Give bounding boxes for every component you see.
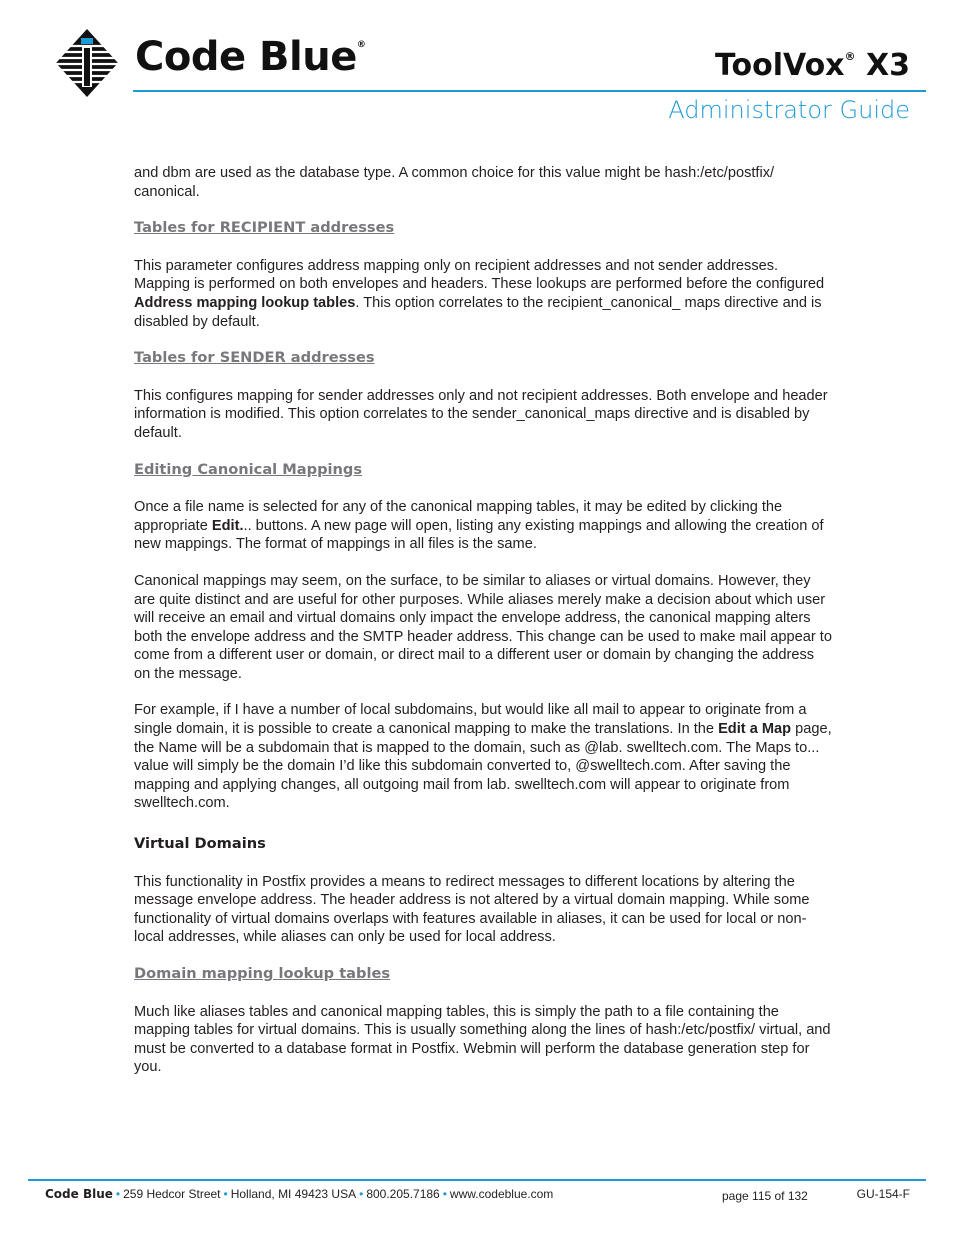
recipient-paragraph: This parameter configures address mapping only on recipient addresses and not sender addresses. Mapping is performed on both envelopes and headers. These lookups are performed before the configured Address mapping lookup tables. This option correlates to the recipient_canonical_ maps directive and is disabled by default. bbox=[134, 257, 825, 330]
editing-paragraph: Once a file name is selected for any of the canonical mapping tables, it may be edited by clicking the appropriate Edit... buttons. A new page will open, listing any existing mappings and allowing the creation of new mappings. The format of mappings in all files is the same. bbox=[134, 499, 824, 553]
bullet-icon: • bbox=[115, 1187, 121, 1201]
domain-mapping-subheading: Domain mapping lookup tables bbox=[134, 965, 391, 982]
footer-divider bbox=[28, 1179, 926, 1181]
page-number: page 115 of 132 bbox=[722, 1189, 808, 1203]
sender-tables-subheading: Tables for SENDER addresses bbox=[134, 349, 375, 367]
footer-address: Code Blue • 259 Hedcor Street • Holland, MI 49423 USA • 800.205.7186 • www.codeblue.com bbox=[45, 1187, 554, 1201]
example-paragraph: For example, if I have a number of local subdomains, but would like all mail to appear to originate from a single domain, it is possible to create a canonical mapping to make the translations. In the Edit a Map page, the Name will be a subdomain that is mapped to the domain, such as @lab. swelltech.com. The Maps to... value will simply be the domain I’d like this subdomain converted to, @swelltech.com. After saving the mapping and applying changes, all outgoing mail from lab. swelltech.com will appear to originate from swelltech.com. bbox=[134, 702, 832, 812]
page-body bbox=[134, 164, 834, 1077]
code-blue-emblem-icon bbox=[55, 28, 119, 98]
footer-website[interactable]: www.codeblue.com bbox=[449, 1187, 554, 1201]
virtual-paragraph: This functionality in Postfix provides a means to redirect messages to different locations by altering the message envelope address. The header address is not altered by a virtual domain mapping. While some functionality of virtual domains overlaps with features available in aliases, it can be used for local or non-local addresses, while aliases can only be used for local address. bbox=[134, 873, 810, 946]
guide-title: Administrator Guide bbox=[668, 96, 910, 124]
sender-paragraph: This configures mapping for sender addresses only and not recipient addresses. Both envelope and header information is modified. This option correlates to the sender_canonical_maps directive and is disabled by default. bbox=[134, 387, 828, 441]
domain-paragraph: Much like aliases tables and canonical mapping tables, this is simply the path to a file containing the mapping tables for virtual domains. This is usually something along the lines of hash:/etc/postfix/ virtual, and must be converted to a database format in Postfix. Webmin will perform the database generation step for you. bbox=[134, 1003, 831, 1076]
footer-brand: Code Blue bbox=[45, 1187, 113, 1201]
editing-mappings-subheading: Editing Canonical Mappings bbox=[134, 460, 363, 478]
header-divider bbox=[133, 90, 926, 92]
recipient-tables-subheading: Tables for RECIPIENT addresses bbox=[134, 219, 395, 237]
document-id: GU-154-F bbox=[856, 1187, 910, 1201]
product-title: ToolVox® X3 bbox=[715, 48, 910, 83]
intro-paragraph: and dbm are used as the database type. A common choice for this value might be hash:/etc/postfix/ canonical. bbox=[134, 165, 775, 200]
brand-wordmark: Code Blue® bbox=[135, 34, 366, 80]
bullet-icon: • bbox=[223, 1187, 228, 1201]
bullet-icon: • bbox=[359, 1187, 364, 1201]
canonical-paragraph: Canonical mappings may seem, on the surface, to be similar to aliases or virtual domains. However, they are quite distinct and are useful for other purposes. While aliases merely make a decision about which user will receive an email and virtual domains only impact the envelope address, the canonical mapping alters both the envelope address and the SMTP header address. This change can be used to make mail appear to come from a different user or domain, or direct mail to a different user or domain by changing the address on the message. bbox=[134, 572, 832, 682]
brand-logo bbox=[55, 28, 395, 98]
virtual-domains-heading: Virtual Domains bbox=[134, 835, 266, 853]
bullet-icon: • bbox=[442, 1187, 447, 1201]
